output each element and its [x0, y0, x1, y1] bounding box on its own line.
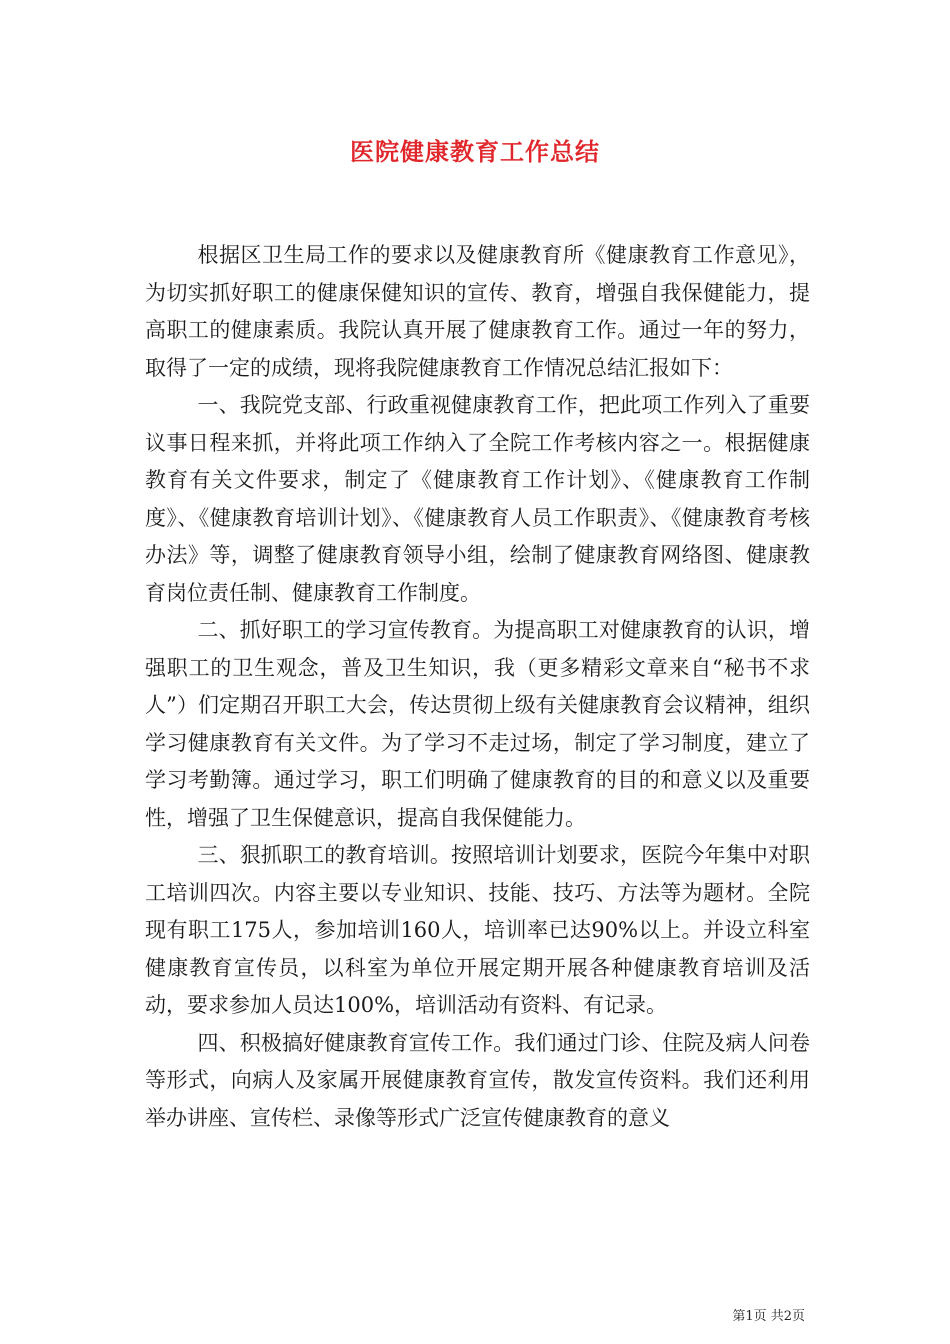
page-number-footer: 第1页 共2页	[732, 1309, 805, 1324]
paragraph-section-2: 二、抓好职工的学习宣传教育。为提高职工对健康教育的认识，增强职工的卫生观念，普及卫生知识，我（更多精彩文章来自“秘书不求人”）们定期召开职工大会，传达贯彻上级有关健康教育会议精神，组织学习健康教育有关文件。为了学习不走过场，制定了学习制度，建立了学习考勤簿。通过学习，职工们明确了健康教育的目的和意义以及重要性，增强了卫生保健意识，提高自我保健能力。	[145, 618, 810, 830]
document-body	[145, 237, 810, 1137]
paragraph-intro: 根据区卫生局工作的要求以及健康教育所《健康教育工作意见》，为切实抓好职工的健康保健知识的宣传、教育，增强自我保健能力，提高职工的健康素质。我院认真开展了健康教育工作。通过一年的努力，取得了一定的成绩，现将我院健康教育工作情况总结汇报如下：	[145, 243, 810, 380]
paragraph-section-4: 四、积极搞好健康教育宣传工作。我们通过门诊、住院及病人问卷等形式，向病人及家属开展健康教育宣传，散发宣传资料。我们还利用举办讲座、宣传栏、录像等形式广泛宣传健康教育的意义	[145, 1030, 810, 1130]
paragraph-section-3: 三、狠抓职工的教育培训。按照培训计划要求，医院今年集中对职工培训四次。内容主要以专业知识、技能、技巧、方法等为题材。全院现有职工175人，参加培训160人，培训率已达90%以上。并设立科室健康教育宣传员，以科室为单位开展定期开展各种健康教育培训及活动，要求参加人员达100%，培训活动有资料、有记录。	[145, 843, 810, 1017]
paragraph-section-1: 一、我院党支部、行政重视健康教育工作，把此项工作列入了重要议事日程来抓，并将此项工作纳入了全院工作考核内容之一。根据健康教育有关文件要求，制定了《健康教育工作计划》、《健康教育工作制度》、《健康教育培训计划》、《健康教育人员工作职责》、《健康教育考核办法》等，调整了健康教育领导小组，绘制了健康教育网络图、健康教育岗位责任制、健康教育工作制度。	[145, 393, 810, 605]
document-title: 医院健康教育工作总结	[350, 137, 600, 166]
